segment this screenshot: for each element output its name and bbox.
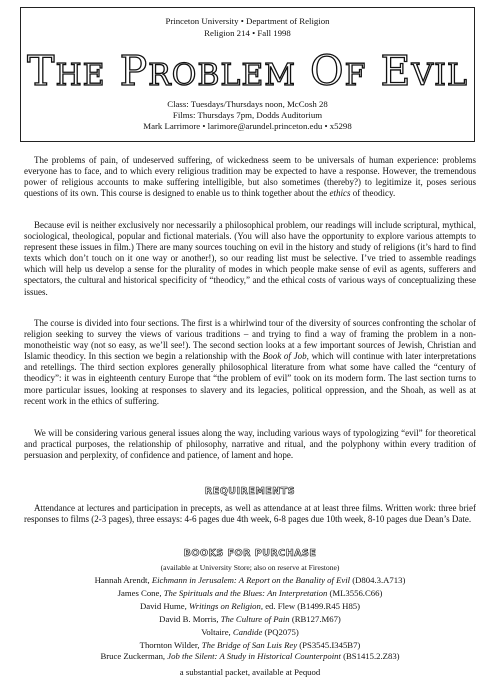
paragraph-text: of theodicy. xyxy=(350,188,396,199)
book-item: James Cone, The Spirituals and the Blues: An Interpretation (ML3556.C66) xyxy=(117,588,383,598)
book-item: Voltaire, Candide (PQ2075) xyxy=(201,627,299,637)
book-item: David B. Morris, The Culture of Pain (RB127.M67) xyxy=(159,614,341,624)
themes-paragraph xyxy=(24,428,476,461)
course-packet-note: a substantial packet, available at Pequod xyxy=(179,667,321,677)
film-schedule: Films: Thursdays 7pm, Dodds Auditorium xyxy=(172,110,323,120)
course-structure-paragraph xyxy=(24,318,476,407)
book-item: David Hume, Writings on Religion, ed. Flew (B1499.R45 H85) xyxy=(139,601,361,611)
books-heading: BOOKS FOR PURCHASE xyxy=(183,548,317,559)
paragraph-text: The course is divided into four sections. The first is a whirlwind tour of the diversity of sources confronting the scholar of religion seeking to survey the views of various traditions – and trying to find a way of framing the problem in a non-monotheistic way (not so easy, as we’ll see!). The second section looks at a few important sources of Jewish, Christian and Islamic theodicy. In this section we begin a relationship with the xyxy=(24,318,476,362)
intro-paragraph-1 xyxy=(24,155,476,199)
class-schedule: Class: Tuesdays/Thursdays noon, McCosh 28 xyxy=(167,99,328,109)
book-item: Hannah Arendt, Eichmann in Jerusalem: A Report on the Banality of Evil (D804.3.A713) xyxy=(94,575,406,585)
department-line: Princeton University • Department of Religion xyxy=(165,16,330,26)
header-box xyxy=(20,7,475,142)
course-title: THE PROBLEM OF EVIL xyxy=(27,47,468,95)
course-line: Religion 214 • Fall 1998 xyxy=(204,28,291,38)
paragraph-text: We will be considering various general issues along the way, including various ways of typologizing “evil” for theoretical and practical purposes, the relationship of philosophy, narrative and ritual, and the polyphony within every tradition of persuasion and perplexity, of confidence and patience, of lament and hope. xyxy=(24,428,476,461)
instructor-contact: Mark Larrimore • larimore@arundel.princeton.edu • x5298 xyxy=(143,121,352,131)
paragraph-text: , which will continue with later interpretations and retellings. The third section explores generally philosophical literature from what some have called the “century of theodicy”: it was in eighteenth century Europe that “the problem of evil” took on its modern form. The last section turns to more particular issues, looking at responses to slavery and its legacies, political oppression, and the Shoah, as well as at recent work in the ethics of suffering. xyxy=(24,351,476,406)
italic-term: Book of Job xyxy=(262,351,307,362)
books-availability-note: (available at University Store; also on reserve at Firestone) xyxy=(160,563,340,572)
intro-paragraph-2 xyxy=(24,220,476,298)
requirements-heading: REQUIREMENTS xyxy=(204,486,296,497)
book-item: Thornton Wilder, The Bridge of San Luis Rey (PS3545.I345B7) xyxy=(139,640,361,650)
paragraph-text: Because evil is neither exclusively nor necessarily a philosophical problem, our readings will include scriptural, mythical, sociological, theological, popular and fictional materials. (You will also have the opportunity to explore various attempts to represent these issues in film.) There are many sources touching on evil in the history and study of religions (it’s hard to find texts which don’t touch on it one way or another!), so our reading list must be selective. I’ve tried to assemble readings which will help us develop a sense for the plurality of modes in which people make sense of evil as agents, sufferers and spectators, the cultural and historical specificity of “theodicy,” and the ethical costs of various ways of conceptualizing these issues. xyxy=(24,220,476,297)
book-item: Bruce Zuckerman, Job the Silent: A Study in Historical Counterpoint (BS1415.2.Z83) xyxy=(100,651,400,661)
requirements-text: Attendance at lectures and participation in precepts, as well as attendance at at least three films. Written work: three brief responses to films (2-3 pages), three essays: 4-6 pages due 4th week, 6-8 pages due 10th week, 8-10 pages due Dean’s Date. xyxy=(24,503,476,525)
italic-term: ethics xyxy=(329,188,351,199)
paragraph-text: The problems of pain, of undeserved suffering, of wickedness seem to be universals of human experience: problems everyone has to face, and to which every religious tradition may be expected to have a response. However, the tremendous power of religious accounts to make suffering intelligible, but also sometimes (thereby?) to legitimize it, poses serious questions of its own. This course is designed to enable us to think together about the xyxy=(24,155,476,199)
